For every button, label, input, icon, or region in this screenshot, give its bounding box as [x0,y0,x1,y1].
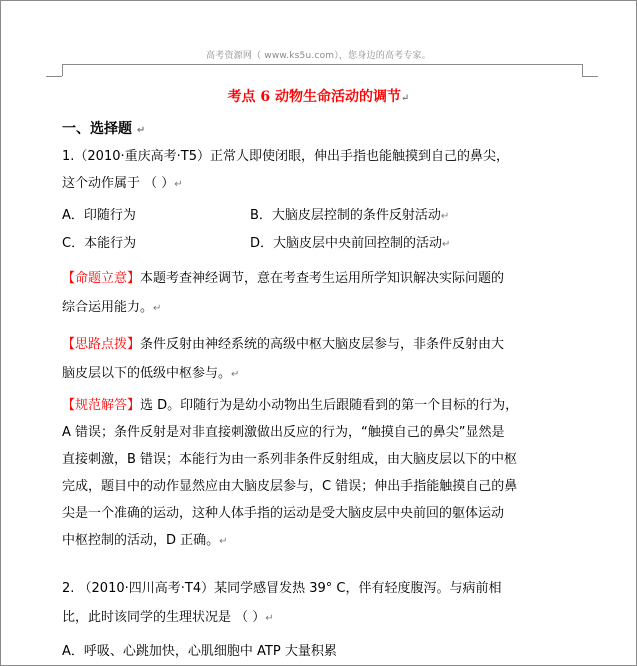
question-1-option-b: B．大脑皮层控制的条件反射活动↵ [250,208,450,223]
page-title: 考点 6 动物生命活动的调节↵ [227,89,410,105]
page-header: 高考资源网（ www.ks5u.com），您身边的高考专家。 [206,51,431,61]
silu-paragraph: 【思路点拨】条件反射由神经系统的高级中枢大脑皮层参与，非条件反射由大 脑皮层以下的低级中枢参与。↵ [62,337,505,381]
question-2-stem: 2. （2010·四川高考·T4）某同学感冒发热 39° C，伴有轻度腹泻。与病前相 比，此时该同学的生理状况是 （ ）↵ [62,581,502,625]
mingti-tag: 【命题立意】 [62,271,141,286]
question-1-option-c: C．本能行为 [62,236,137,251]
crop-mark-right [582,76,598,77]
question-1-option-a: A．印随行为 [62,208,136,223]
guifan-tag: 【规范解答】 [62,398,141,413]
question-1-stem: 1.（2010·重庆高考·T5）正常人即使闭眼，伸出手指也能触摸到自己的鼻尖， 这个动作属于 （ ）↵ [62,149,509,191]
crop-mark-left-v [62,64,63,76]
mingti-paragraph: 【命题立意】本题考查神经调节，意在考查考生运用所学知识解决实际问题的 综合运用能力。↵ [62,271,505,315]
crop-mark-left [46,76,62,77]
question-1-option-d: D．大脑皮层中央前回控制的活动↵ [250,236,451,251]
header-rule [62,64,582,65]
guifan-paragraph: 【规范解答】选 D。印随行为是幼小动物出生后跟随看到的第一个目标的行为， A 错误；条件反射是对非直接刺激做出反应的行为，“触摸自己的鼻尖”显然是 直接刺激，B 错误；本能行为由一系列非条件反射组成，由大脑皮层以下的中枢 完成，题目中的动作显然应由大脑皮层参与，C 错误；伸出手指能触摸自己的鼻 尖是一个准确的运动，这种人体手指的运动是受大脑皮层中央前回的躯体运动 中枢控制的活动，D 正确。↵ [62,398,519,548]
section-heading: 一、选择题 ↵ [62,121,146,137]
crop-mark-right-v [582,64,583,76]
silu-tag: 【思路点拨】 [62,337,141,352]
question-2-option-a: A．呼吸、心跳加快，心肌细胞中 ATP 大量积累 [62,644,337,659]
